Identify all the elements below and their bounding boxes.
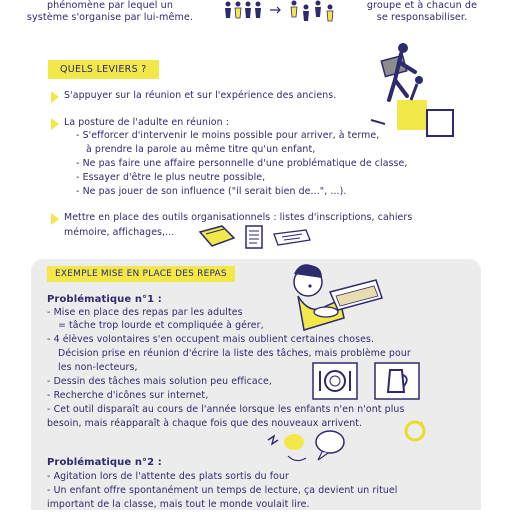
problem-1-line: = tâche trop lourde et compliquée à gérer,: [58, 320, 264, 331]
levers-title: QUELS LEVIERS ?: [48, 60, 159, 79]
problem-2-line: - Agitation lors de l'attente des plats sortis du four: [47, 471, 290, 482]
lever-item-1: S'appuyer sur la réunion et sur l'expérience des anciens.: [64, 90, 337, 101]
problem-1-line: - Cet outil disparaît au cours de l'année lorsque les enfants n'en n'ont plus: [47, 404, 405, 415]
jug-icon: [374, 362, 420, 400]
scroll-list-icon: [272, 228, 312, 248]
intro-left-line: système s'organise par lui-même.: [26, 12, 194, 23]
problem-1-line: - Mise en place des repas par les adultes: [47, 307, 243, 318]
bullet-triangle-icon: [51, 213, 59, 225]
intro-right-text: [352, 0, 492, 24]
problem-2-line: important de la classe, mais tout le monde voulait lire.: [47, 499, 310, 510]
problem-2-line: - Un enfant offre spontanément un temps de lecture, ça devient un rituel: [47, 485, 398, 496]
problem-1-line: - Dessin des tâches mais solution peu efficace,: [47, 376, 272, 387]
poster-icon: [243, 224, 265, 250]
lever-item-2-point: à prendre la parole au même titre qu'un enfant,: [86, 144, 316, 155]
intro-left-line: phénomène par lequel un: [46, 0, 174, 11]
bullet-triangle-icon: [51, 91, 59, 103]
intro-left-text: [20, 0, 200, 24]
intro-right-line: groupe et à chacun de: [366, 0, 478, 11]
problem-1-line: - Recherche d'icônes sur internet,: [47, 390, 209, 401]
notebook-icon: [196, 224, 238, 248]
problem-1-title: Problématique n°1 :: [47, 294, 162, 305]
lever-item-3-line: Mettre en place des outils organisationnels : listes d'inscriptions, cahiers: [64, 212, 413, 223]
problem-2-title: Problématique n°2 :: [47, 457, 162, 468]
climbing-person-illustration: [355, 40, 465, 140]
lever-item-2-point: - Ne pas faire une affaire personnelle d'une problématique de classe,: [76, 158, 408, 169]
intro-right-line: se responsabiliser.: [376, 12, 468, 23]
problem-1-line: les non-lecteurs,: [58, 362, 138, 373]
problem-1-line: - 4 élèves volontaires s'en occupent mais oublient certaines choses.: [47, 334, 375, 345]
problem-1-line: Décision prise en réunion d'écrire la liste des tâches, mais problème pour: [58, 348, 411, 359]
lever-item-3-line: mémoire, affichages,...: [64, 227, 175, 238]
child-with-tray-illustration: [280, 256, 390, 336]
lever-item-2-point: - Ne pas jouer de son influence ("il serait bien de...", ...).: [76, 186, 347, 197]
speech-bubbles-icon: [266, 426, 362, 466]
plate-cutlery-icon: [312, 362, 358, 400]
problem-1-line: besoin, mais réapparaît à chaque fois que des nouveaux arrivent.: [47, 418, 363, 429]
people-group-illustration: [222, 0, 348, 22]
bullet-triangle-icon: [51, 118, 59, 130]
example-title: EXEMPLE MISE EN PLACE DES REPAS: [47, 266, 235, 282]
lever-item-2-point: - Essayer d'être le plus neutre possible,: [76, 172, 266, 183]
lever-item-2-title: La posture de l'adulte en réunion :: [64, 117, 229, 128]
cycle-arrows-icon: [402, 418, 428, 444]
lever-item-2-point: - S'efforcer d'intervenir le moins possible pour arriver, à terme,: [76, 130, 380, 141]
